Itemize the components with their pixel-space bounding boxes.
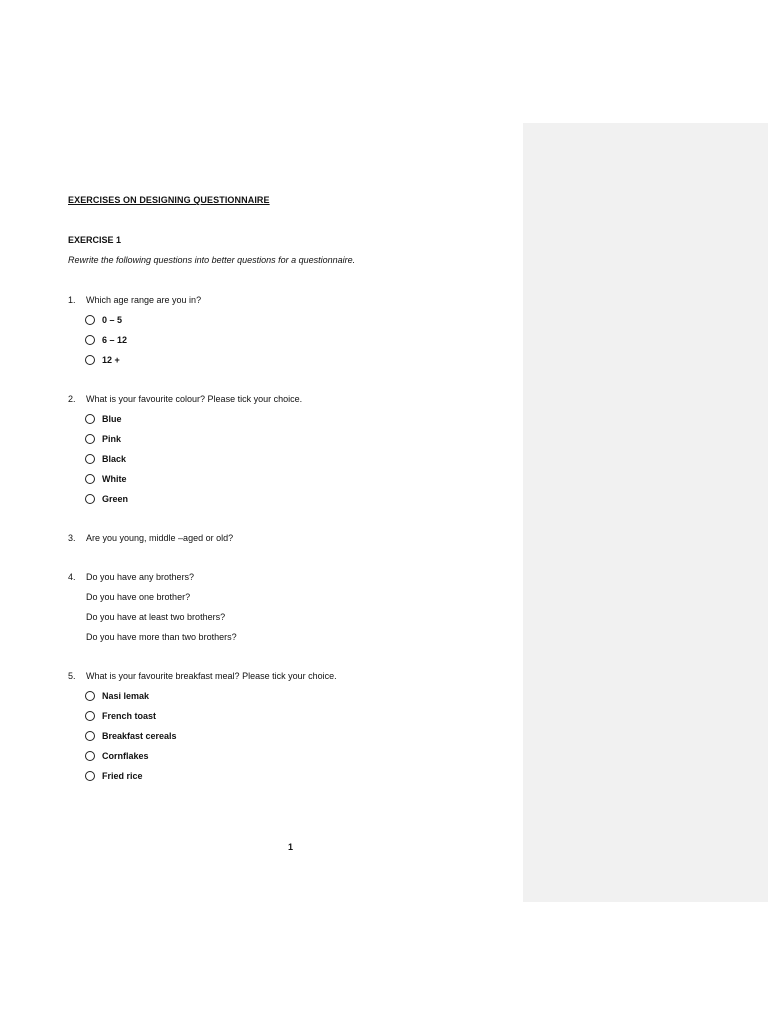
option-label: Nasi lemak	[102, 691, 150, 701]
exercise-instruction: Rewrite the following questions into better questions for a questionnaire.	[68, 255, 356, 265]
option-label: 0 – 5	[102, 315, 123, 325]
option-q5-3[interactable]	[85, 730, 177, 742]
question-1	[68, 294, 201, 306]
question-2	[68, 393, 302, 405]
question-4-subline-3: Do you have more than two brothers?	[86, 632, 237, 642]
radio-circle-icon[interactable]	[85, 355, 95, 365]
option-label: 12 +	[102, 355, 120, 365]
option-label: Blue	[102, 414, 122, 424]
radio-circle-icon[interactable]	[85, 474, 95, 484]
radio-circle-icon[interactable]	[85, 315, 95, 325]
question-text: What is your favourite colour? Please tick your choice.	[86, 394, 303, 404]
option-q5-1[interactable]	[85, 690, 149, 702]
option-q5-5[interactable]	[85, 770, 143, 782]
question-text: Which age range are you in?	[86, 295, 202, 305]
question-3	[68, 532, 233, 544]
option-label: Breakfast cereals	[102, 731, 177, 741]
question-5	[68, 670, 337, 682]
radio-circle-icon[interactable]	[85, 434, 95, 444]
radio-circle-icon[interactable]	[85, 335, 95, 345]
radio-circle-icon[interactable]	[85, 494, 95, 504]
option-q5-2[interactable]	[85, 710, 156, 722]
option-q1-2[interactable]	[85, 334, 127, 346]
question-text: What is your favourite breakfast meal? Please tick your choice.	[86, 671, 337, 681]
option-q2-2[interactable]	[85, 433, 121, 445]
radio-circle-icon[interactable]	[85, 731, 95, 741]
option-label: White	[102, 474, 127, 484]
option-q2-4[interactable]	[85, 473, 127, 485]
radio-circle-icon[interactable]	[85, 771, 95, 781]
option-label: Fried rice	[102, 771, 143, 781]
question-number: 4.	[68, 572, 76, 582]
option-label: Green	[102, 494, 129, 504]
option-label: Pink	[102, 434, 122, 444]
option-label: Cornflakes	[102, 751, 149, 761]
radio-circle-icon[interactable]	[85, 454, 95, 464]
question-number: 3.	[68, 533, 76, 543]
option-q2-1[interactable]	[85, 413, 122, 425]
exercise-heading: EXERCISE 1	[68, 235, 122, 245]
option-label: 6 – 12	[102, 335, 128, 345]
radio-circle-icon[interactable]	[85, 414, 95, 424]
question-4-subline-2: Do you have at least two brothers?	[86, 612, 226, 622]
option-q1-1[interactable]	[85, 314, 122, 326]
question-number: 1.	[68, 295, 76, 305]
option-label: French toast	[102, 711, 157, 721]
radio-circle-icon[interactable]	[85, 711, 95, 721]
question-4	[68, 571, 194, 583]
document-title: EXERCISES ON DESIGNING QUESTIONNAIRE	[68, 195, 270, 205]
option-q1-3[interactable]	[85, 354, 120, 366]
radio-circle-icon[interactable]	[85, 691, 95, 701]
option-label: Black	[102, 454, 127, 464]
page-number: 1	[288, 842, 294, 852]
option-q2-5[interactable]	[85, 493, 128, 505]
radio-circle-icon[interactable]	[85, 751, 95, 761]
question-4-subline-1: Do you have one brother?	[86, 592, 191, 602]
question-text: Do you have any brothers?	[86, 572, 195, 582]
option-q2-3[interactable]	[85, 453, 126, 465]
comment-pane	[523, 123, 768, 902]
question-number: 5.	[68, 671, 76, 681]
question-text: Are you young, middle –aged or old?	[86, 533, 234, 543]
option-q5-4[interactable]	[85, 750, 149, 762]
question-number: 2.	[68, 394, 76, 404]
